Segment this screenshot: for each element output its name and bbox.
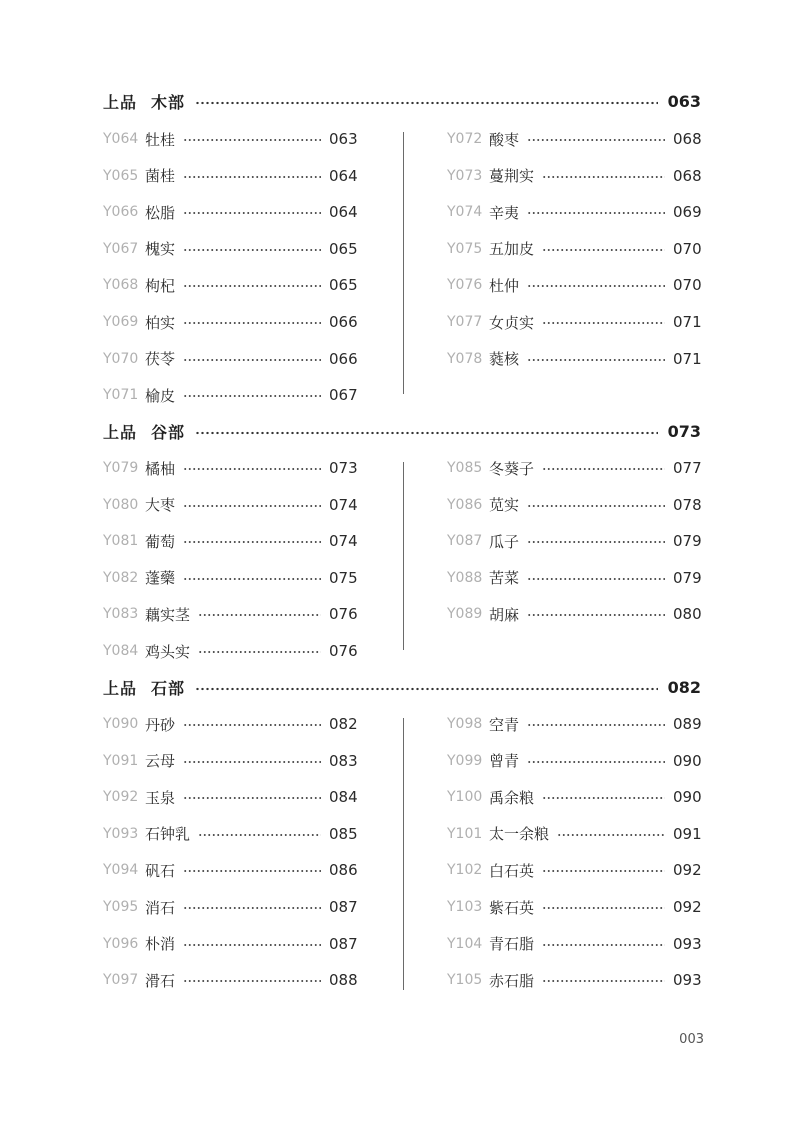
- toc-entry[interactable]: [103, 639, 357, 663]
- entry-page: 075: [329, 568, 358, 587]
- entry-page: 083: [329, 751, 358, 770]
- entry-name: 空青: [489, 715, 520, 734]
- entry-page: 087: [329, 934, 358, 953]
- entry-page: 092: [673, 898, 702, 916]
- entry-code: Y102: [447, 862, 483, 879]
- entry-code: Y067: [103, 240, 139, 257]
- entry-name: 鸡头实: [145, 642, 191, 661]
- entry-name: 枸杞: [145, 276, 176, 295]
- toc-entry[interactable]: [447, 273, 701, 297]
- dot-leader: [527, 760, 665, 764]
- dot-leader: [527, 504, 665, 508]
- dot-leader: [527, 723, 665, 727]
- entry-code: Y080: [103, 496, 139, 513]
- entry-page: 065: [329, 276, 358, 295]
- toc-entry[interactable]: [103, 273, 357, 297]
- entry-name: 曾青: [489, 752, 520, 771]
- entry-code: Y100: [447, 789, 483, 806]
- toc-entry[interactable]: [447, 895, 701, 919]
- toc-entry[interactable]: [447, 200, 701, 224]
- entry-code: Y095: [103, 899, 139, 915]
- column-divider: [403, 132, 404, 394]
- section-category: 木部: [151, 92, 186, 112]
- section-header-stone[interactable]: [103, 676, 701, 698]
- entry-name: 茯苓: [145, 350, 176, 369]
- toc-entry[interactable]: [103, 822, 357, 846]
- entry-page: 068: [673, 166, 702, 185]
- toc-entry[interactable]: [447, 347, 701, 371]
- dot-leader: [183, 211, 321, 215]
- entry-name: 丹砂: [145, 715, 176, 734]
- entry-code: Y085: [447, 460, 483, 476]
- dot-leader: [198, 833, 321, 837]
- toc-entry[interactable]: [447, 237, 701, 261]
- toc-entry[interactable]: [447, 858, 701, 882]
- dot-leader: [183, 504, 321, 508]
- toc-entry[interactable]: [447, 932, 701, 956]
- entry-code: Y092: [103, 789, 139, 806]
- section-category: 石部: [151, 678, 186, 698]
- entry-name: 五加皮: [489, 240, 535, 259]
- entry-code: Y091: [103, 752, 139, 769]
- entry-name: 玉泉: [145, 788, 176, 807]
- entry-code: Y076: [447, 277, 483, 294]
- dot-leader: [183, 358, 321, 362]
- entry-name: 紫石英: [489, 898, 535, 917]
- column-divider: [403, 462, 404, 650]
- entry-page: 076: [329, 642, 358, 660]
- entry-page: 074: [329, 532, 358, 551]
- entry-page: 088: [329, 971, 358, 990]
- entry-name: 蓬藥: [145, 569, 176, 588]
- toc-entry[interactable]: [103, 968, 357, 992]
- entry-page: 065: [329, 239, 358, 258]
- dot-leader: [183, 284, 321, 288]
- section-header-grain[interactable]: [103, 420, 701, 442]
- section-page-number: 073: [667, 421, 701, 441]
- entry-name: 藕实茎: [145, 605, 191, 624]
- toc-entry[interactable]: [103, 456, 357, 480]
- entry-name: 槐实: [145, 240, 176, 259]
- toc-entry[interactable]: [447, 493, 701, 517]
- entry-page: 086: [329, 861, 358, 880]
- dot-leader: [527, 284, 665, 288]
- dot-leader: [542, 979, 665, 983]
- entry-name: 消石: [145, 898, 176, 917]
- entry-page: 071: [673, 313, 702, 331]
- toc-entry[interactable]: [447, 712, 701, 736]
- toc-entry[interactable]: [103, 493, 357, 517]
- dot-leader: [542, 321, 665, 325]
- toc-entry[interactable]: [447, 529, 701, 553]
- toc-entry[interactable]: [103, 602, 357, 626]
- entry-code: Y098: [447, 716, 483, 732]
- entry-name: 葡萄: [145, 532, 176, 551]
- entry-code: Y087: [447, 533, 483, 550]
- entry-code: Y096: [103, 935, 139, 952]
- entry-code: Y072: [447, 131, 483, 147]
- dot-leader: [183, 906, 321, 910]
- page-number: 003: [679, 1032, 704, 1047]
- entry-code: Y079: [103, 460, 139, 476]
- entry-page: 067: [329, 386, 358, 405]
- dot-leader: [183, 540, 321, 544]
- entry-code: Y086: [447, 496, 483, 513]
- section-category: 谷部: [151, 422, 186, 442]
- toc-entry[interactable]: [447, 785, 701, 809]
- entry-code: Y065: [103, 167, 139, 184]
- dot-leader: [195, 687, 658, 691]
- dot-leader: [198, 650, 321, 654]
- entry-code: Y084: [103, 643, 139, 659]
- dot-leader: [183, 248, 321, 252]
- entry-page: 085: [329, 824, 358, 843]
- toc-entry[interactable]: [447, 749, 701, 773]
- dot-leader: [542, 943, 665, 947]
- toc-entry[interactable]: [447, 602, 701, 626]
- toc-entry[interactable]: [103, 785, 357, 809]
- entry-code: Y066: [103, 204, 139, 221]
- section-title: 上品: [103, 422, 138, 442]
- entry-page: 076: [329, 605, 358, 624]
- toc-entry[interactable]: [103, 347, 357, 371]
- entry-code: Y073: [447, 167, 483, 184]
- entry-name: 蕤核: [489, 350, 520, 369]
- dot-leader: [183, 869, 321, 873]
- entry-code: Y082: [103, 569, 139, 586]
- dot-leader: [198, 613, 321, 617]
- entry-code: Y064: [103, 131, 139, 147]
- entry-page: 066: [329, 313, 358, 331]
- toc-entry[interactable]: [447, 164, 701, 188]
- dot-leader: [183, 321, 321, 325]
- entry-name: 杜仲: [489, 276, 520, 295]
- section-page-number: 063: [667, 91, 701, 111]
- dot-leader: [527, 138, 665, 142]
- dot-leader: [183, 760, 321, 764]
- toc-entry[interactable]: [447, 822, 701, 846]
- entry-page: 080: [673, 605, 702, 624]
- entry-page: 064: [329, 166, 358, 185]
- toc-entry[interactable]: [447, 968, 701, 992]
- dot-leader: [527, 613, 665, 617]
- entry-page: 070: [673, 276, 702, 295]
- entry-name: 禹余粮: [489, 788, 535, 807]
- entry-name: 蔓荆实: [489, 167, 535, 186]
- entry-page: 087: [329, 898, 358, 916]
- entry-code: Y089: [447, 606, 483, 623]
- entry-code: Y099: [447, 752, 483, 769]
- entry-code: Y104: [447, 935, 483, 952]
- section-header-wood[interactable]: [103, 90, 701, 112]
- dot-leader: [183, 467, 321, 471]
- section-title: 上品: [103, 92, 138, 112]
- dot-leader: [195, 431, 658, 435]
- dot-leader: [195, 101, 658, 105]
- entry-page: 089: [673, 715, 702, 733]
- toc-entry[interactable]: [103, 310, 357, 334]
- toc-entry[interactable]: [103, 200, 357, 224]
- entry-name: 柏实: [145, 313, 176, 332]
- entry-page: 093: [673, 971, 702, 990]
- dot-leader: [542, 869, 665, 873]
- entry-page: 077: [673, 459, 702, 477]
- dot-leader: [183, 943, 321, 947]
- entry-page: 064: [329, 203, 358, 222]
- entry-name: 酸枣: [489, 130, 520, 149]
- entry-page: 091: [673, 824, 702, 843]
- dot-leader: [542, 906, 665, 910]
- entry-page: 090: [673, 788, 702, 807]
- entry-code: Y074: [447, 204, 483, 221]
- entry-code: Y103: [447, 899, 483, 915]
- toc-entry[interactable]: [447, 310, 701, 334]
- dot-leader: [542, 175, 665, 179]
- entry-name: 胡麻: [489, 605, 520, 624]
- dot-leader: [542, 248, 665, 252]
- dot-leader: [542, 467, 665, 471]
- entry-code: Y094: [103, 862, 139, 879]
- dot-leader: [183, 138, 321, 142]
- entry-page: 079: [673, 568, 702, 587]
- entry-page: 069: [673, 203, 702, 222]
- column-divider: [403, 718, 404, 990]
- entry-name: 牡桂: [145, 130, 176, 149]
- entry-name: 瓜子: [489, 532, 520, 551]
- toc-entry[interactable]: [103, 932, 357, 956]
- entry-page: 068: [673, 130, 702, 148]
- dot-leader: [527, 577, 665, 581]
- entry-name: 苋实: [489, 496, 520, 515]
- toc-entry[interactable]: [103, 749, 357, 773]
- entry-name: 松脂: [145, 203, 176, 222]
- entry-code: Y068: [103, 277, 139, 294]
- entry-name: 苦菜: [489, 569, 520, 588]
- entry-page: 078: [673, 495, 702, 514]
- toc-entry[interactable]: [447, 127, 701, 151]
- entry-name: 滑石: [145, 971, 176, 990]
- entry-name: 赤石脂: [489, 971, 535, 990]
- entry-code: Y075: [447, 240, 483, 257]
- entry-name: 云母: [145, 752, 176, 771]
- entry-page: 090: [673, 751, 702, 770]
- entry-name: 石钟乳: [145, 825, 191, 844]
- dot-leader: [183, 394, 321, 398]
- entry-name: 太一余粮: [489, 825, 550, 844]
- entry-page: 071: [673, 349, 702, 368]
- entry-page: 093: [673, 934, 702, 953]
- dot-leader: [527, 540, 665, 544]
- dot-leader: [183, 979, 321, 983]
- dot-leader: [183, 577, 321, 581]
- entry-code: Y088: [447, 569, 483, 586]
- toc-entry[interactable]: [103, 127, 357, 151]
- entry-code: Y078: [447, 350, 483, 367]
- entry-page: 066: [329, 349, 358, 368]
- dot-leader: [527, 358, 665, 362]
- entry-page: 084: [329, 788, 358, 807]
- dot-leader: [183, 175, 321, 179]
- entry-name: 橘柚: [145, 459, 176, 478]
- toc-entry[interactable]: [103, 712, 357, 736]
- toc-entry[interactable]: [103, 383, 357, 407]
- entry-code: Y081: [103, 533, 139, 550]
- entry-code: Y069: [103, 314, 139, 330]
- toc-entry[interactable]: [103, 164, 357, 188]
- entry-name: 榆皮: [145, 386, 176, 405]
- entry-name: 菌桂: [145, 167, 176, 186]
- entry-page: 063: [329, 130, 358, 148]
- entry-code: Y101: [447, 825, 483, 842]
- entry-page: 070: [673, 239, 702, 258]
- toc-entry[interactable]: [447, 456, 701, 480]
- entry-name: 大枣: [145, 496, 176, 515]
- entry-name: 朴消: [145, 935, 176, 954]
- entry-name: 冬葵子: [489, 459, 535, 478]
- toc-entry[interactable]: [103, 895, 357, 919]
- dot-leader: [183, 723, 321, 727]
- entry-name: 女贞实: [489, 313, 535, 332]
- entry-name: 矾石: [145, 861, 176, 880]
- toc-entry[interactable]: [103, 858, 357, 882]
- toc-entry[interactable]: [103, 529, 357, 553]
- dot-leader: [542, 796, 665, 800]
- section-page-number: 082: [667, 677, 701, 697]
- entry-name: 辛夷: [489, 203, 520, 222]
- entry-code: Y071: [103, 387, 139, 404]
- section-title: 上品: [103, 678, 138, 698]
- entry-code: Y105: [447, 972, 483, 989]
- toc-entry[interactable]: [103, 566, 357, 590]
- entry-page: 074: [329, 495, 358, 514]
- entry-code: Y083: [103, 606, 139, 623]
- entry-code: Y093: [103, 825, 139, 842]
- entry-code: Y097: [103, 972, 139, 989]
- entry-code: Y077: [447, 314, 483, 330]
- toc-entry[interactable]: [103, 237, 357, 261]
- dot-leader: [527, 211, 665, 215]
- entry-code: Y070: [103, 350, 139, 367]
- dot-leader: [183, 796, 321, 800]
- entry-page: 082: [329, 715, 358, 733]
- entry-page: 073: [329, 459, 358, 477]
- entry-name: 白石英: [489, 861, 535, 880]
- entry-code: Y090: [103, 716, 139, 732]
- entry-name: 青石脂: [489, 935, 535, 954]
- toc-entry[interactable]: [447, 566, 701, 590]
- entry-page: 092: [673, 861, 702, 880]
- entry-page: 079: [673, 532, 702, 551]
- dot-leader: [557, 833, 665, 837]
